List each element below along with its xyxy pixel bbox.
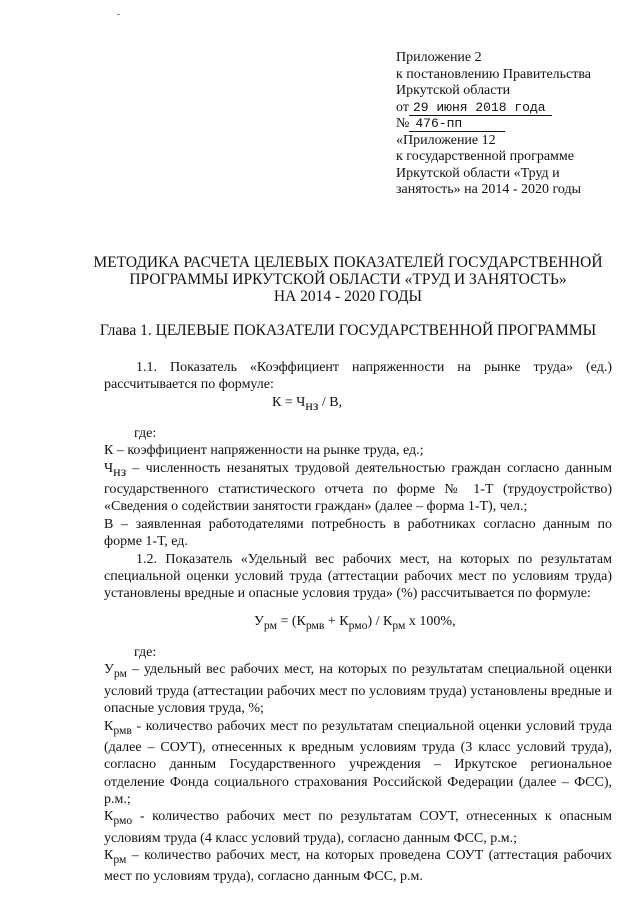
number-prefix: № (396, 116, 410, 131)
document-date: 29 июня 2018 года (409, 101, 552, 116)
title-line: НА 2014 - 2020 ГОДЫ (273, 288, 423, 305)
appendix-line: Иркутской области «Труд и (396, 165, 560, 181)
appendix-line: «Приложение 12 (396, 132, 496, 148)
definition-k: К – коэффициент напряженности на рынке труда, ед.; (104, 443, 424, 459)
definition-k-total: $К_{рм}$ – количество рабочих мест, на которых проведена СОУТ (аттестация рабочих мест по условиям труда), согласно данным ФСС, р.м. (104, 847, 612, 885)
document-title (84, 254, 612, 305)
appendix-line: занятость» на 2014 - 2020 годы (396, 182, 582, 197)
date-prefix: от (396, 99, 409, 115)
title-line: МЕТОДИКА РАСЧЕТА ЦЕЛЕВЫХ ПОКАЗАТЕЛЕЙ ГОСУДАРСТВЕННОЙ (93, 254, 603, 271)
formula-tension-coefficient: $К = Ч_{нз} / В$, (272, 394, 343, 414)
chapter-heading: Глава 1. ЦЕЛЕВЫЕ ПОКАЗАТЕЛИ ГОСУДАРСТВЕННОЙ ПРОГРАММЫ (99, 322, 597, 339)
formula-harmful-workplaces: $У_{рм} = (К_{рмв} + К_{рмо}) / К_{рм}$ х 100%, (254, 613, 456, 632)
definition-k-dangerous: $К_{рмо}$ - количество рабочих мест по результатам СОУТ, отнесенных к опасным условиям труда (4 класс условий труда), согласно данным ФСС, р.м.; (104, 809, 612, 846)
appendix-line: Приложение 2 (396, 50, 482, 65)
appendix-line: к постановлению Правительства (396, 66, 592, 82)
appendix-number-row (396, 116, 626, 133)
title-line: ПРОГРАММЫ ИРКУТСКОЙ ОБЛАСТИ «ТРУД И ЗАНЯТОСТЬ» (129, 271, 567, 288)
definition-k-harmful: $К_{рмв}$ - количество рабочих мест по результатам специальной оценки условий труда (далее – СОУТ), отнесенных к вредным условиям труда (3 класс условий труда), согласно данным Государственного учреждения – Иркутское региональное отделение Фонда социального страхования Российской Федерации (далее – ФСС), р.м.; (104, 718, 612, 807)
appendix-header (396, 50, 626, 199)
where-label: где: (134, 645, 157, 661)
document-number: 476-пп (409, 117, 505, 132)
definition-u: $У_{рм}$ – удельный вес рабочих мест, на которых по результатам специальной оценки условий труда (аттестации рабочих мест по условиям труда) установлены вредные и опасные условия труда, %; (104, 662, 612, 717)
where-label: где: (134, 426, 157, 442)
definition-ch: $Ч_{нз}$ – численность незанятых трудовой деятельностью граждан согласно данным государственного статистического отчета по форме № 1-Т (трудоустройство) «Сведения о содействии занятости граждан» (далее – форма 1-Т), чел.; (104, 460, 612, 515)
definition-b: В – заявленная работодателями потребность в работниках согласно данным по форме 1-Т, ед. (104, 516, 612, 550)
scan-mark (117, 14, 120, 15)
appendix-line: к государственной программе (396, 149, 574, 164)
document-body (104, 359, 612, 886)
section-1-2-intro: 1.2. Показатель «Удельный вес рабочих мест, на которых по результатам специальной оценки условий труда (аттестации рабочих мест по условиям труда) установлены вредные и опасные условия труда» (%) рассчитывается по формуле: (104, 551, 612, 602)
section-1-1-intro: 1.1. Показатель «Коэффициент напряженности на рынке труда» (ед.) рассчитывается по формуле: (104, 360, 612, 393)
appendix-date-row (396, 100, 626, 117)
appendix-line: Иркутской области (396, 83, 511, 98)
